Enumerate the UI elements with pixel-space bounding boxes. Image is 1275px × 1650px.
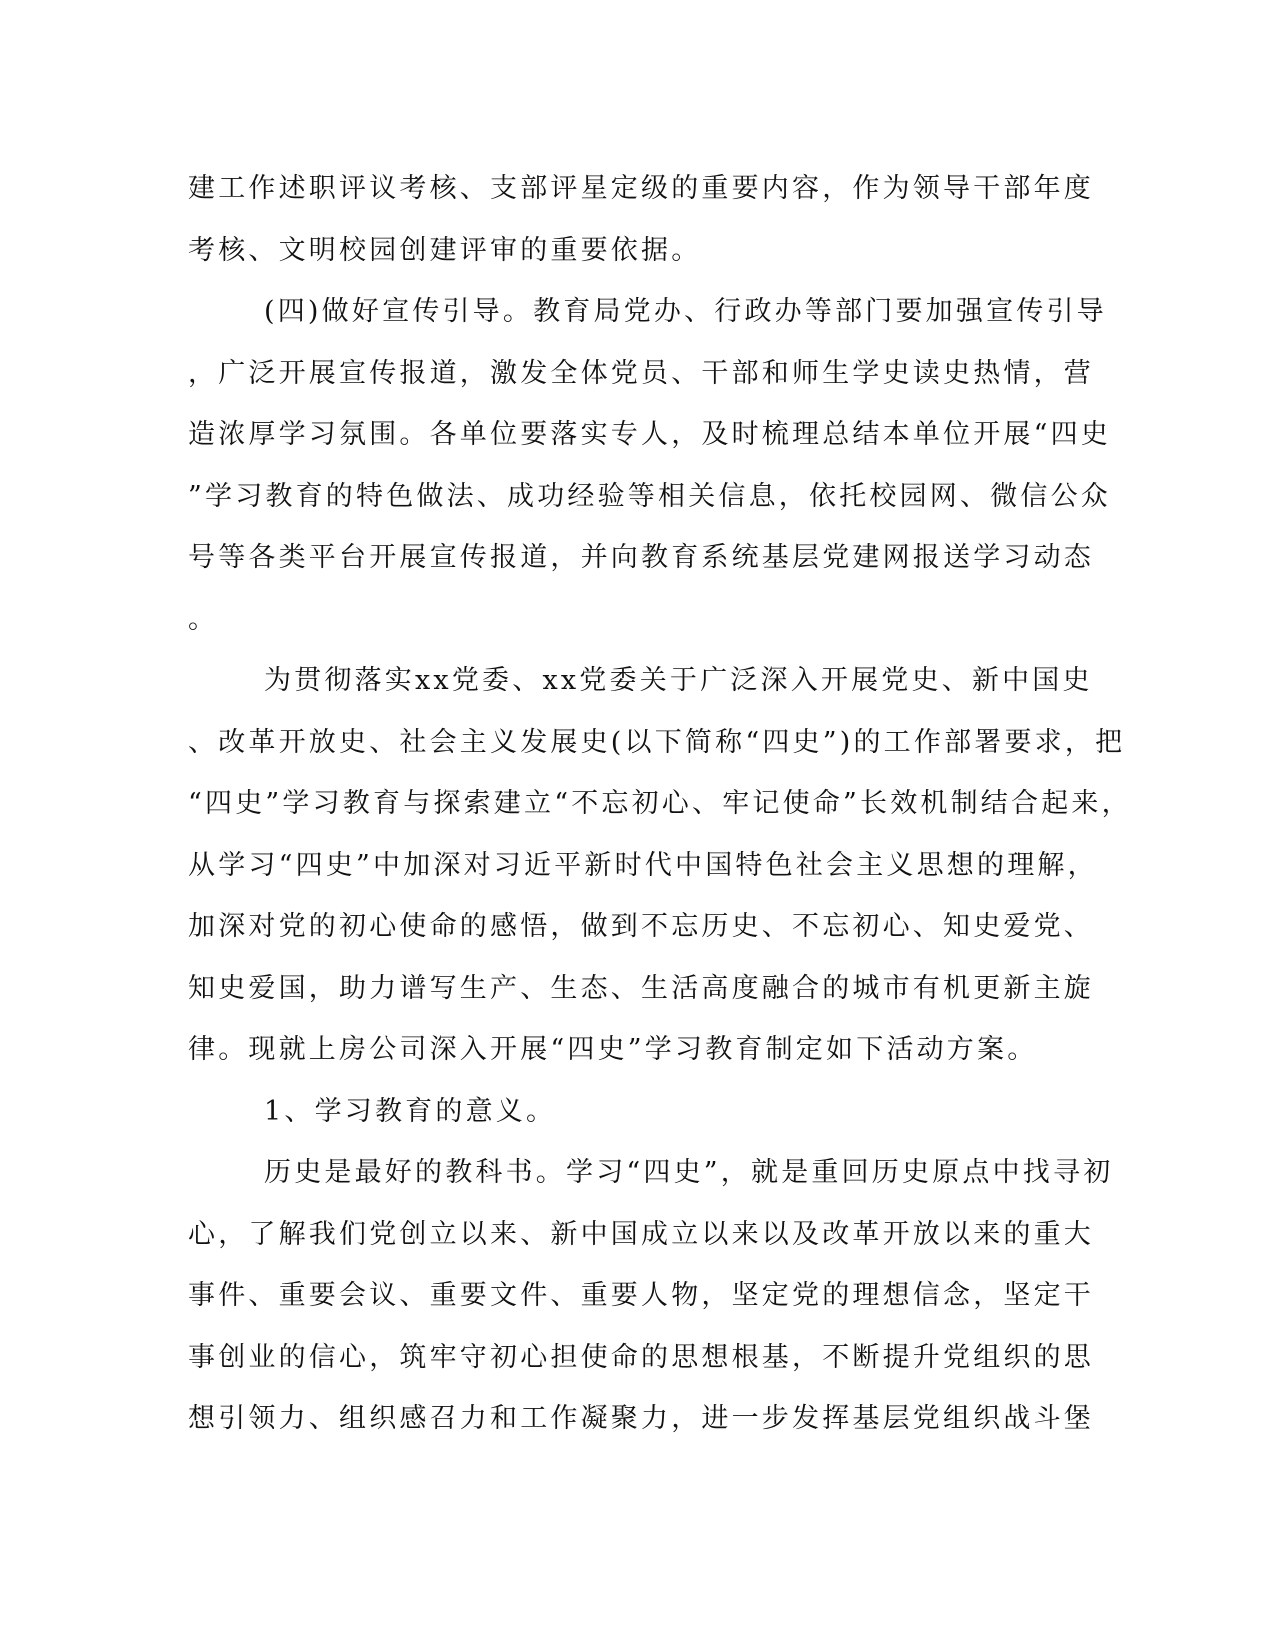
text-line: 考核、文明校园创建评审的重要依据。: [188, 234, 702, 266]
paragraph-start: 历史是最好的教科书。学习“四史”，就是重回历史原点中找寻初: [264, 1157, 1114, 1188]
text-line: 、改革开放史、社会主义发展史(以下简称“四史”)的工作部署要求，把: [188, 726, 1126, 758]
section-heading: (四)做好宣传引导。教育局党办、行政办等部门要加强宣传引导: [264, 296, 1107, 327]
text-line: “四史”学习教育与探索建立“不忘初心、牢记使命”长效机制结合起来，: [188, 788, 1132, 819]
text-line: 造浓厚学习氛围。各单位要落实专人，及时梳理总结本单位开展“四史: [188, 419, 1112, 450]
text-line: 。: [188, 603, 219, 635]
paragraph-start: 为贯彻落实xx党委、xx党委关于广泛深入开展党史、新中国史: [264, 665, 1093, 696]
text-line: 律。现就上房公司深入开展“四史”学习教育制定如下活动方案。: [188, 1034, 1038, 1065]
text-line: 心，了解我们党创立以来、新中国成立以来以及改革开放以来的重大: [188, 1218, 1094, 1250]
text-line: 想引领力、组织感召力和工作凝聚力，进一步发挥基层党组织战斗堡: [188, 1403, 1094, 1434]
text-line: 知史爱国，助力谱写生产、生态、生活高度融合的城市有机更新主旋: [188, 972, 1094, 1004]
text-line: 加深对党的初心使命的感悟，做到不忘历史、不忘初心、知史爱党、: [188, 911, 1094, 942]
text-line: 事件、重要会议、重要文件、重要人物，坚定党的理想信念，坚定干: [188, 1280, 1094, 1311]
text-line: 从学习“四史”中加深对习近平新时代中国特色社会主义思想的理解，: [188, 849, 1098, 881]
text-line: 事创业的信心，筑牢守初心担使命的思想根基，不断提升党组织的思: [188, 1341, 1094, 1373]
text-line: ，广泛开展宣传报道，激发全体党员、干部和师生学史读史热情，营: [188, 357, 1094, 389]
text-line: 建工作述职评议考核、支部评星定级的重要内容，作为领导干部年度: [188, 173, 1094, 204]
text-line: 号等各类平台开展宣传报道，并向教育系统基层党建网报送学习动态: [188, 542, 1094, 573]
document-body: [188, 158, 1132, 1450]
text-line: ”学习教育的特色做法、成功经验等相关信息，依托校园网、微信公众: [188, 480, 1112, 512]
section-heading: 1、学习教育的意义。: [264, 1095, 557, 1127]
